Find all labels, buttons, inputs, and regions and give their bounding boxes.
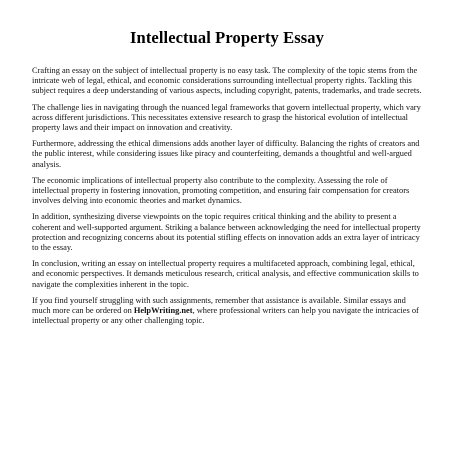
essay-paragraph-2: The challenge lies in navigating through the nuanced legal frameworks that govern intellectual property, which vary across different jurisdictions. This necessitates extensive research to grasp the historical evolution of intellectual property laws and their impact on innovation and creativity. [32, 102, 421, 133]
essay-paragraph-4: The economic implications of intellectual property also contribute to the complexity. Assessing the role of intellectual property in fostering innovation, promoting competition, and ensuring fair compensation for creators involves delving into economic theories and market dynamics. [32, 175, 410, 206]
helpwriting-link[interactable]: HelpWriting.net [133, 306, 193, 316]
essay-paragraph-5: In addition, synthesizing diverse viewpoints on the topic requires critical thinking and the ability to present a coherent and well-supported argument. Striking a balance between acknowledging the need for intellectual property protection and recognizing concerns about its potential stifling effects on innovation adds an extra layer of intricacy to the essay. [32, 212, 421, 253]
essay-closing-paragraph [32, 296, 422, 327]
closing-text-before: If you find yourself struggling with such assignments, remember that assistance is available. Similar essays and much more can be ordered on [32, 295, 406, 316]
essay-title: Intellectual Property Essay [130, 28, 324, 47]
essay-paragraph-3: Furthermore, addressing the ethical dimensions adds another layer of difficulty. Balancing the rights of creators and the public interest, while considering issues like piracy and counterfeiting, demands a thoughtful and well-argued analysis. [32, 139, 420, 169]
essay-paragraph-1: Crafting an essay on the subject of intellectual property is no easy task. The complexity of the topic stems from the intricate web of legal, ethical, and economic considerations surrounding intellectual property rights. Tackling this subject requires a deep understanding of various aspects, including copyright, patents, trademarks, and trade secrets. [32, 66, 422, 96]
essay-paragraph-6: In conclusion, writing an essay on intellectual property requires a multifaceted approach, combining legal, ethical, and economic perspectives. It demands meticulous research, critical analysis, and effective communication skills to navigate the complexities inherent in the topic. [32, 259, 419, 289]
closing-text-after: , where professional writers can help you navigate the intricacies of intellectual property or any other challenging topic. [32, 306, 419, 326]
